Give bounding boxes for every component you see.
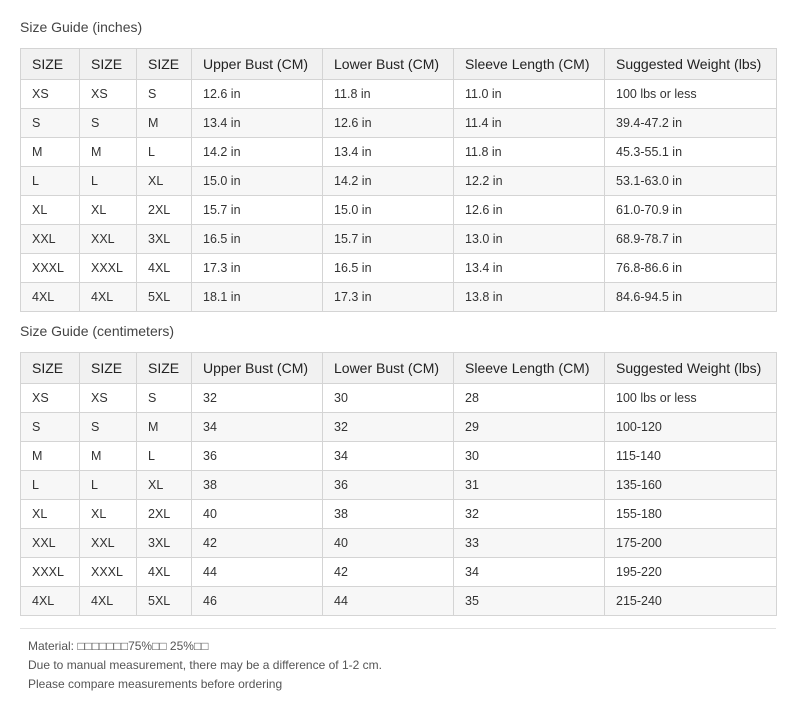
table-cell: L	[80, 471, 137, 500]
table-cell: 18.1 in	[192, 283, 323, 312]
table-cell: XXXL	[80, 254, 137, 283]
table-row	[21, 196, 777, 225]
table-cell: 12.2 in	[454, 167, 605, 196]
table-cell: 15.7 in	[323, 225, 454, 254]
table-cell: 36	[192, 442, 323, 471]
table-cell: 12.6 in	[454, 196, 605, 225]
table-cell: 42	[323, 558, 454, 587]
table-cell: 4XL	[137, 558, 192, 587]
column-header: Suggested Weight (lbs)	[605, 353, 777, 384]
table-cell: 2XL	[137, 500, 192, 529]
column-header: Suggested Weight (lbs)	[605, 49, 777, 80]
table-cell: XL	[137, 167, 192, 196]
table-cell: XS	[21, 80, 80, 109]
table-cell: 13.4 in	[323, 138, 454, 167]
table-cell: XXL	[21, 529, 80, 558]
table-cell: L	[137, 138, 192, 167]
table-cell: 16.5 in	[192, 225, 323, 254]
table-cell: 3XL	[137, 225, 192, 254]
table-cell: 15.0 in	[192, 167, 323, 196]
table-cell: 32	[323, 413, 454, 442]
table-cell: 44	[323, 587, 454, 616]
table-row	[21, 80, 777, 109]
centimeters-section-title: Size Guide (centimeters)	[20, 323, 175, 339]
column-header: Upper Bust (CM)	[192, 49, 323, 80]
table-header-row	[21, 353, 777, 384]
table-cell: XS	[80, 384, 137, 413]
column-header: Lower Bust (CM)	[323, 353, 454, 384]
table-cell: S	[80, 109, 137, 138]
table-cell: 76.8-86.6 in	[605, 254, 777, 283]
inches-section-title: Size Guide (inches)	[20, 19, 143, 35]
table-cell: 39.4-47.2 in	[605, 109, 777, 138]
table-cell: 32	[454, 500, 605, 529]
table-cell: 34	[454, 558, 605, 587]
table-row	[21, 283, 777, 312]
table-row	[21, 384, 777, 413]
table-row	[21, 167, 777, 196]
table-row	[21, 138, 777, 167]
table-cell: S	[137, 80, 192, 109]
column-header: Upper Bust (CM)	[192, 353, 323, 384]
table-cell: 28	[454, 384, 605, 413]
table-cell: 84.6-94.5 in	[605, 283, 777, 312]
table-cell: 36	[323, 471, 454, 500]
table-cell: 100 lbs or less	[605, 80, 777, 109]
column-header: SIZE	[21, 353, 80, 384]
table-cell: XL	[137, 471, 192, 500]
table-cell: XXXL	[21, 558, 80, 587]
table-cell: 15.0 in	[323, 196, 454, 225]
table-cell: M	[21, 138, 80, 167]
table-cell: 13.4 in	[192, 109, 323, 138]
table-cell: 135-160	[605, 471, 777, 500]
table-cell: 4XL	[80, 283, 137, 312]
table-cell: 34	[323, 442, 454, 471]
table-cell: XXL	[80, 225, 137, 254]
table-cell: 5XL	[137, 587, 192, 616]
table-cell: 40	[192, 500, 323, 529]
table-row	[21, 587, 777, 616]
table-cell: 215-240	[605, 587, 777, 616]
table-cell: 100-120	[605, 413, 777, 442]
notes-divider	[20, 628, 776, 629]
table-cell: 11.8 in	[323, 80, 454, 109]
column-header: SIZE	[80, 49, 137, 80]
table-cell: 33	[454, 529, 605, 558]
table-cell: 53.1-63.0 in	[605, 167, 777, 196]
table-row	[21, 413, 777, 442]
table-cell: 17.3 in	[192, 254, 323, 283]
table-cell: 30	[454, 442, 605, 471]
notes-block	[28, 637, 382, 694]
table-cell: 12.6 in	[323, 109, 454, 138]
table-cell: 46	[192, 587, 323, 616]
table-cell: 3XL	[137, 529, 192, 558]
table-cell: XXXL	[21, 254, 80, 283]
table-cell: 34	[192, 413, 323, 442]
column-header: Sleeve Length (CM)	[454, 49, 605, 80]
material-note: Material: □□□□□□□75%□□ 25%□□	[28, 639, 209, 653]
table-cell: S	[21, 109, 80, 138]
table-row	[21, 529, 777, 558]
table-cell: 68.9-78.7 in	[605, 225, 777, 254]
table-cell: 4XL	[21, 587, 80, 616]
table-cell: 61.0-70.9 in	[605, 196, 777, 225]
table-cell: L	[21, 471, 80, 500]
table-cell: XXL	[21, 225, 80, 254]
table-row	[21, 558, 777, 587]
table-cell: XS	[21, 384, 80, 413]
table-cell: 13.0 in	[454, 225, 605, 254]
column-header: Sleeve Length (CM)	[454, 353, 605, 384]
table-row	[21, 471, 777, 500]
table-cell: XS	[80, 80, 137, 109]
table-cell: 45.3-55.1 in	[605, 138, 777, 167]
table-cell: M	[137, 413, 192, 442]
table-cell: 11.4 in	[454, 109, 605, 138]
table-cell: 4XL	[21, 283, 80, 312]
table-cell: 155-180	[605, 500, 777, 529]
table-cell: S	[21, 413, 80, 442]
table-cell: 40	[323, 529, 454, 558]
table-cell: 16.5 in	[323, 254, 454, 283]
table-cell: 4XL	[137, 254, 192, 283]
measurement-note: Due to manual measurement, there may be a difference of 1-2 cm.	[28, 658, 382, 672]
table-cell: 13.8 in	[454, 283, 605, 312]
column-header: Lower Bust (CM)	[323, 49, 454, 80]
table-row	[21, 109, 777, 138]
table-header-row	[21, 49, 777, 80]
compare-note: Please compare measurements before ordering	[28, 677, 283, 691]
table-row	[21, 442, 777, 471]
table-cell: M	[137, 109, 192, 138]
table-cell: XL	[80, 500, 137, 529]
table-cell: 35	[454, 587, 605, 616]
table-cell: 2XL	[137, 196, 192, 225]
table-cell: 100 lbs or less	[605, 384, 777, 413]
table-cell: 5XL	[137, 283, 192, 312]
table-cell: 17.3 in	[323, 283, 454, 312]
table-cell: 14.2 in	[192, 138, 323, 167]
table-cell: M	[21, 442, 80, 471]
table-cell: 32	[192, 384, 323, 413]
column-header: SIZE	[137, 353, 192, 384]
table-cell: 115-140	[605, 442, 777, 471]
size-table-inches	[20, 48, 777, 312]
table-cell: XXL	[80, 529, 137, 558]
table-cell: 29	[454, 413, 605, 442]
table-cell: XL	[80, 196, 137, 225]
table-cell: 15.7 in	[192, 196, 323, 225]
column-header: SIZE	[21, 49, 80, 80]
table-cell: L	[21, 167, 80, 196]
table-cell: 31	[454, 471, 605, 500]
table-cell: L	[137, 442, 192, 471]
table-cell: 44	[192, 558, 323, 587]
table-cell: 13.4 in	[454, 254, 605, 283]
table-cell: 12.6 in	[192, 80, 323, 109]
table-cell: M	[80, 138, 137, 167]
table-cell: XL	[21, 500, 80, 529]
table-row	[21, 500, 777, 529]
table-cell: 175-200	[605, 529, 777, 558]
table-cell: 11.0 in	[454, 80, 605, 109]
table-cell: XL	[21, 196, 80, 225]
column-header: SIZE	[137, 49, 192, 80]
table-cell: S	[137, 384, 192, 413]
table-cell: 30	[323, 384, 454, 413]
table-cell: 11.8 in	[454, 138, 605, 167]
size-table-centimeters	[20, 352, 777, 616]
table-row	[21, 254, 777, 283]
table-row	[21, 225, 777, 254]
table-cell: 195-220	[605, 558, 777, 587]
table-cell: XXXL	[80, 558, 137, 587]
table-cell: 42	[192, 529, 323, 558]
table-cell: L	[80, 167, 137, 196]
column-header: SIZE	[80, 353, 137, 384]
table-cell: M	[80, 442, 137, 471]
table-cell: S	[80, 413, 137, 442]
table-cell: 38	[323, 500, 454, 529]
table-cell: 38	[192, 471, 323, 500]
table-cell: 14.2 in	[323, 167, 454, 196]
table-cell: 4XL	[80, 587, 137, 616]
